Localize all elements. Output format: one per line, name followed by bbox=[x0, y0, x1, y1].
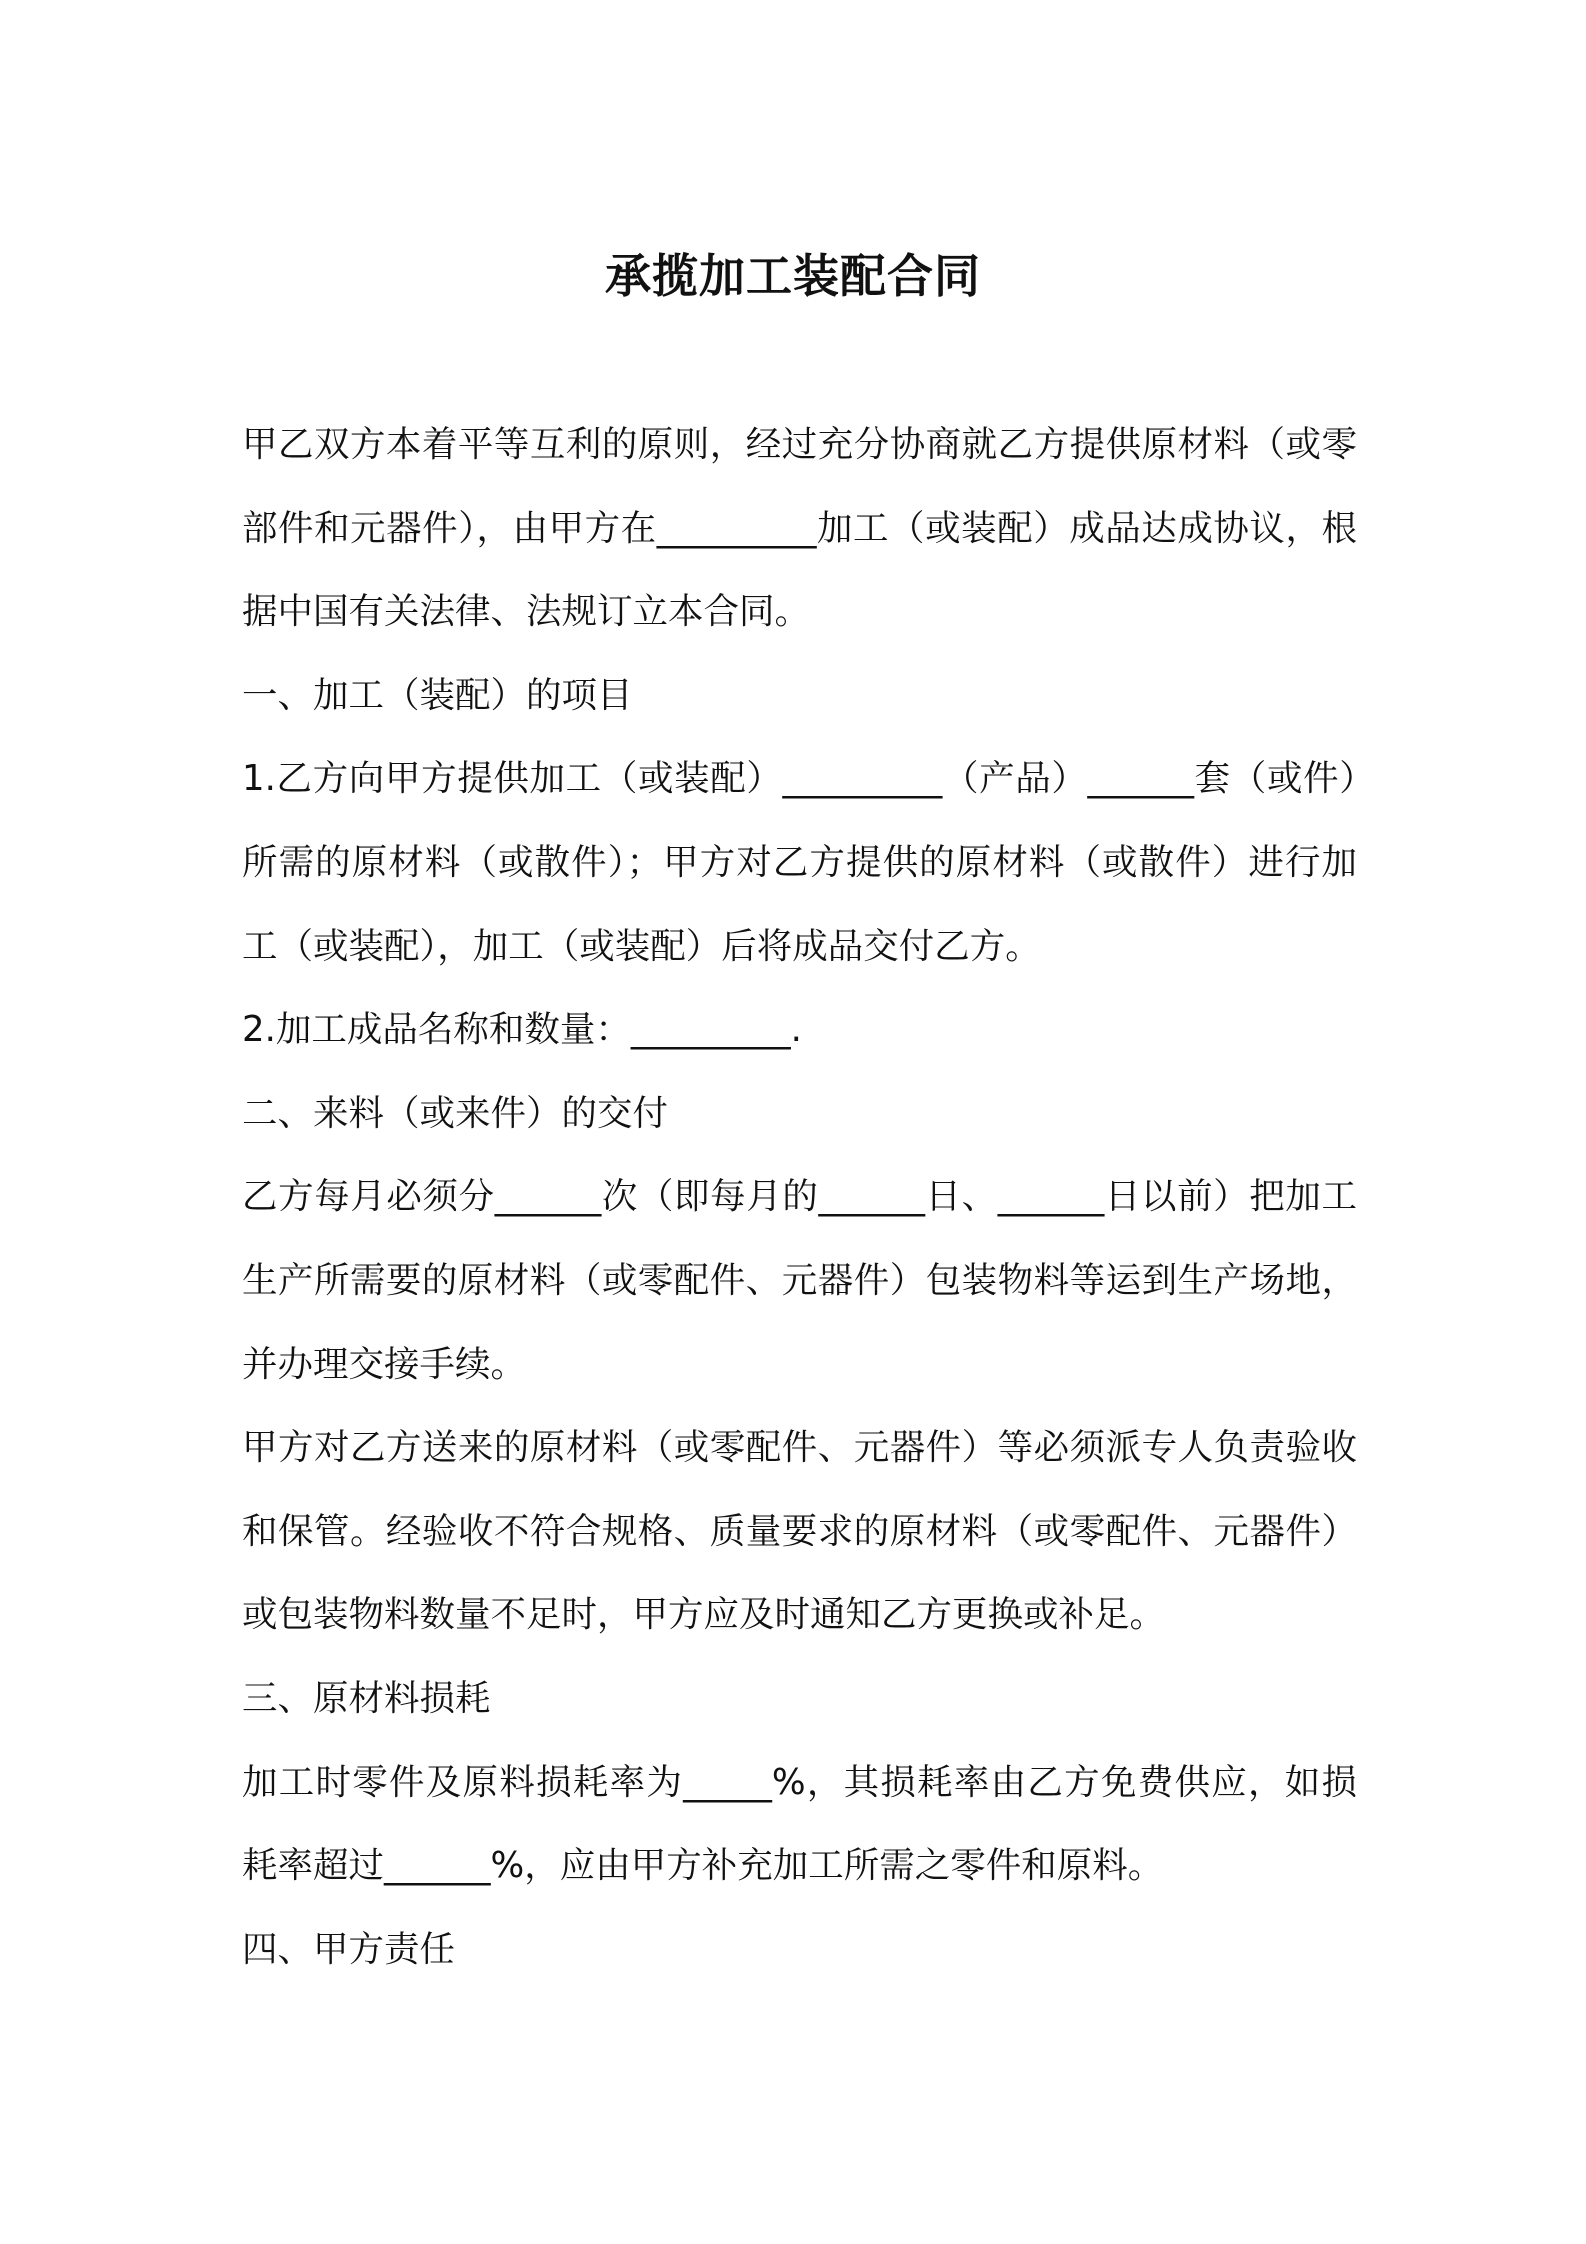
clause-1-2: 2.加工成品名称和数量：_________. bbox=[242, 1009, 802, 1051]
section-heading-4: 四、甲方责任 bbox=[242, 1928, 456, 1970]
clause-2-2: 甲方对乙方送来的原材料（或零配件、元器件）等必须派专人负责验收和保管。经验收不符合规格、质量要求的原材料（或零配件、元器件）或包装物料数量不足时，甲方应及时通知乙方更换或补足。 bbox=[242, 1427, 1357, 1636]
section-heading-1: 一、加工（装配）的项目 bbox=[242, 674, 633, 716]
section-heading-2: 二、来料（或来件）的交付 bbox=[242, 1092, 669, 1134]
clause-1-1: 1.乙方向甲方提供加工（或装配）_________（产品）______套（或件）所需的原材料（或散件）；甲方对乙方提供的原材料（或散件）进行加工（或装配），加工（或装配）后将成品交付乙方。 bbox=[242, 758, 1357, 967]
clause-3-1: 加工时零件及原料损耗率为_____%，其损耗率由乙方免费供应，如损耗率超过______%，应由甲方补充加工所需之零件和原料。 bbox=[242, 1761, 1357, 1887]
section-heading-3: 三、原材料损耗 bbox=[242, 1677, 491, 1719]
document-title: 承揽加工装配合同 bbox=[605, 248, 981, 303]
document-body bbox=[242, 403, 1357, 1991]
intro-paragraph: 甲乙双方本着平等互利的原则，经过充分协商就乙方提供原材料（或零部件和元器件），由甲方在_________加工（或装配）成品达成协议，根据中国有关法律、法规订立本合同。 bbox=[242, 424, 1357, 633]
clause-2-1: 乙方每月必须分______次（即每月的______日、______日以前）把加工生产所需要的原材料（或零配件、元器件）包装物料等运到生产场地，并办理交接手续。 bbox=[242, 1176, 1357, 1385]
